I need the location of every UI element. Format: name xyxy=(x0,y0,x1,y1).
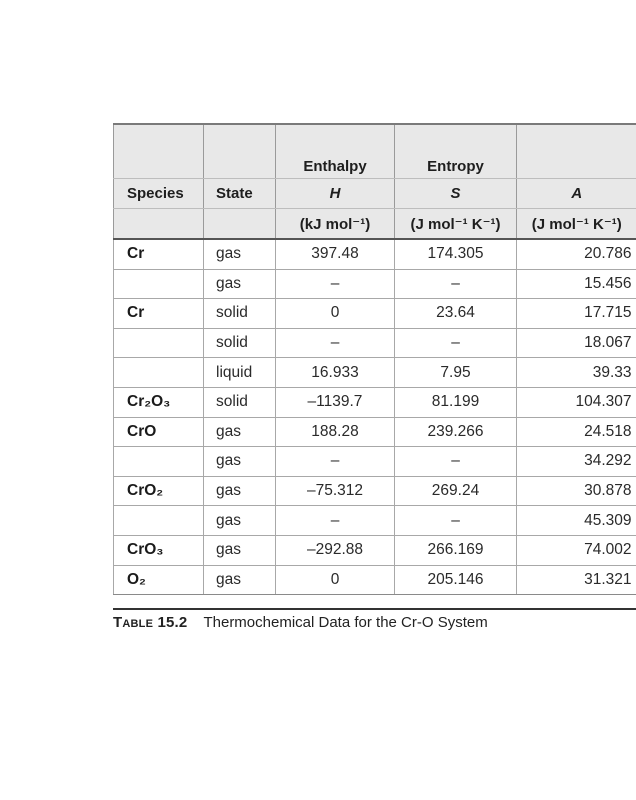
header-symbol-s: S xyxy=(395,179,517,209)
table-row xyxy=(114,506,636,536)
header-unit-a: (J mol⁻¹ K⁻¹) xyxy=(517,209,636,240)
enthalpy-cell: – xyxy=(276,328,395,358)
a-value-cell: 17.715 xyxy=(517,299,636,329)
state-cell: gas xyxy=(204,269,276,299)
state-cell: gas xyxy=(204,565,276,595)
header-unit-h: (kJ mol⁻¹) xyxy=(276,209,395,240)
enthalpy-cell: 0 xyxy=(276,565,395,595)
table-row xyxy=(114,239,636,269)
state-cell: gas xyxy=(204,506,276,536)
header-group-row xyxy=(114,124,636,179)
state-cell: liquid xyxy=(204,358,276,388)
a-value-cell: 15.456 xyxy=(517,269,636,299)
a-value-cell: 45.309 xyxy=(517,506,636,536)
species-cell: CrO₂ xyxy=(114,476,204,506)
species-cell xyxy=(114,506,204,536)
entropy-cell: 23.64 xyxy=(395,299,517,329)
entropy-cell: 174.305 xyxy=(395,239,517,269)
a-value-cell: 34.292 xyxy=(517,447,636,477)
a-value-cell: 18.067 xyxy=(517,328,636,358)
enthalpy-cell: –292.88 xyxy=(276,535,395,565)
header-symbol-h: H xyxy=(276,179,395,209)
enthalpy-cell: –1139.7 xyxy=(276,387,395,417)
entropy-cell: 266.169 xyxy=(395,535,517,565)
header-cell xyxy=(114,124,204,179)
entropy-cell: – xyxy=(395,506,517,536)
header-enthalpy: Enthalpy xyxy=(276,124,395,179)
species-cell: CrO₃ xyxy=(114,535,204,565)
header-cell xyxy=(114,209,204,240)
a-value-cell: 30.878 xyxy=(517,476,636,506)
entropy-cell: 269.24 xyxy=(395,476,517,506)
header-unit-s: (J mol⁻¹ K⁻¹) xyxy=(395,209,517,240)
table-row xyxy=(114,417,636,447)
entropy-cell: – xyxy=(395,269,517,299)
caption-rule xyxy=(113,608,636,610)
a-value-cell: 74.002 xyxy=(517,535,636,565)
species-cell: Cr xyxy=(114,299,204,329)
table-row xyxy=(114,299,636,329)
header-symbol-row xyxy=(114,179,636,209)
table-row xyxy=(114,476,636,506)
table-row xyxy=(114,535,636,565)
table-header xyxy=(114,124,636,239)
enthalpy-cell: 16.933 xyxy=(276,358,395,388)
enthalpy-cell: 0 xyxy=(276,299,395,329)
table-row xyxy=(114,387,636,417)
species-cell xyxy=(114,328,204,358)
entropy-cell: – xyxy=(395,447,517,477)
species-cell: O₂ xyxy=(114,565,204,595)
state-cell: solid xyxy=(204,299,276,329)
enthalpy-cell: 188.28 xyxy=(276,417,395,447)
state-cell: solid xyxy=(204,387,276,417)
a-value-cell: 31.321 xyxy=(517,565,636,595)
entropy-cell: 205.146 xyxy=(395,565,517,595)
state-cell: solid xyxy=(204,328,276,358)
header-cell xyxy=(204,209,276,240)
a-value-cell: 20.786 xyxy=(517,239,636,269)
entropy-cell: 7.95 xyxy=(395,358,517,388)
enthalpy-cell: –75.312 xyxy=(276,476,395,506)
entropy-cell: 81.199 xyxy=(395,387,517,417)
table-caption xyxy=(113,614,488,631)
table-row xyxy=(114,269,636,299)
table-body xyxy=(114,239,636,595)
header-state: State xyxy=(204,179,276,209)
header-species: Species xyxy=(114,179,204,209)
header-cell xyxy=(517,124,636,179)
state-cell: gas xyxy=(204,535,276,565)
species-cell: Cr₂O₃ xyxy=(114,387,204,417)
state-cell: gas xyxy=(204,476,276,506)
a-value-cell: 39.33 xyxy=(517,358,636,388)
header-cell xyxy=(204,124,276,179)
species-cell: CrO xyxy=(114,417,204,447)
entropy-cell: 239.266 xyxy=(395,417,517,447)
thermo-table-container xyxy=(113,123,636,595)
caption-title: Thermochemical Data for the Cr-O System xyxy=(203,614,488,631)
state-cell: gas xyxy=(204,239,276,269)
enthalpy-cell: – xyxy=(276,447,395,477)
enthalpy-cell: – xyxy=(276,506,395,536)
species-cell xyxy=(114,358,204,388)
species-cell xyxy=(114,269,204,299)
table-row xyxy=(114,565,636,595)
caption-label: Table 15.2 xyxy=(113,614,188,631)
a-value-cell: 104.307 xyxy=(517,387,636,417)
species-cell xyxy=(114,447,204,477)
entropy-cell: – xyxy=(395,328,517,358)
header-entropy: Entropy xyxy=(395,124,517,179)
table-row xyxy=(114,447,636,477)
state-cell: gas xyxy=(204,447,276,477)
enthalpy-cell: – xyxy=(276,269,395,299)
state-cell: gas xyxy=(204,417,276,447)
enthalpy-cell: 397.48 xyxy=(276,239,395,269)
table-row xyxy=(114,328,636,358)
species-cell: Cr xyxy=(114,239,204,269)
thermochemical-data-table xyxy=(113,123,636,595)
header-unit-row xyxy=(114,209,636,240)
table-row xyxy=(114,358,636,388)
header-symbol-a: A xyxy=(517,179,636,209)
a-value-cell: 24.518 xyxy=(517,417,636,447)
